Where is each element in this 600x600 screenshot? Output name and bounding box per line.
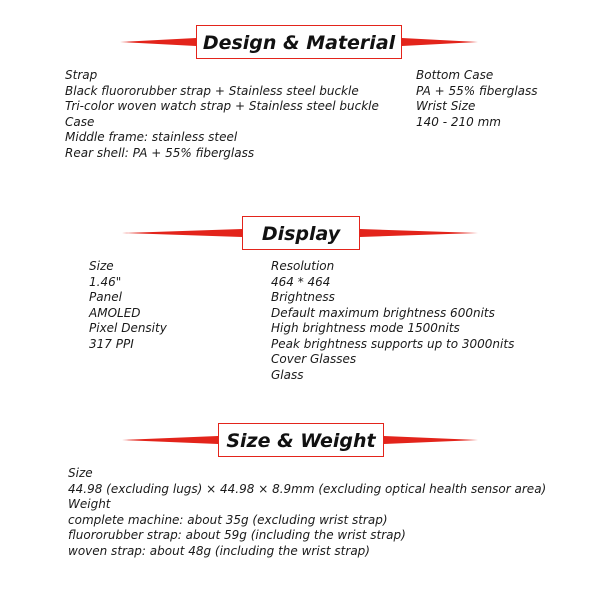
header-size-weight [0, 423, 600, 463]
weight-value: fluororubber strap: about 59g (including the wrist strap) [68, 528, 406, 542]
display-left-block [89, 259, 167, 352]
weight-value: complete machine: about 35g (excluding wrist strap) [68, 512, 388, 527]
section-title-design-material: Design & Material [196, 25, 402, 59]
display-right-block [271, 259, 514, 383]
cover-glasses-value: Glass [271, 367, 304, 382]
cover-glasses-label: Cover Glasses [271, 352, 357, 366]
bottom-case-block [416, 68, 538, 130]
panel-label: Panel [89, 290, 122, 304]
wrist-size-label: Wrist Size [416, 99, 476, 113]
strap-label: Strap [65, 68, 98, 82]
wrist-size-value: 140 - 210 mm [416, 114, 501, 129]
pixel-density-label: Pixel Density [89, 321, 167, 335]
case-label: Case [65, 114, 95, 129]
sw-size-label: Size [68, 466, 93, 480]
display-size-label: Size [89, 259, 114, 273]
strap-block [65, 68, 379, 161]
weight-label: Weight [68, 497, 111, 511]
case-value: Middle frame: stainless steel [65, 130, 238, 144]
bottom-case-value: PA + 55% fiberglass [416, 83, 538, 98]
strap-value: Tri-color woven watch strap + Stainless steel buckle [65, 99, 379, 113]
panel-value: AMOLED [89, 305, 141, 320]
resolution-value: 464 * 464 [271, 274, 331, 289]
brightness-value: Default maximum brightness 600nits [271, 305, 495, 320]
display-size-value: 1.46" [89, 274, 122, 289]
header-design-material [0, 25, 600, 65]
brightness-value: Peak brightness supports up to 3000nits [271, 336, 515, 351]
section-title-display: Display [242, 216, 360, 250]
section-title-size-weight: Size & Weight [218, 423, 384, 457]
header-display [0, 216, 600, 256]
brightness-label: Brightness [271, 290, 335, 304]
case-value: Rear shell: PA + 55% fiberglass [65, 145, 255, 160]
weight-value: woven strap: about 48g (including the wrist strap) [68, 543, 370, 558]
brightness-value: High brightness mode 1500nits [271, 321, 460, 335]
sw-size-value: 44.98 (excluding lugs) × 44.98 × 8.9mm (excluding optical health sensor area) [68, 481, 547, 496]
strap-value: Black fluororubber strap + Stainless steel buckle [65, 83, 359, 98]
pixel-density-value: 317 PPI [89, 336, 134, 351]
size-weight-block [68, 466, 546, 559]
bottom-case-label: Bottom Case [416, 68, 494, 82]
resolution-label: Resolution [271, 259, 335, 273]
